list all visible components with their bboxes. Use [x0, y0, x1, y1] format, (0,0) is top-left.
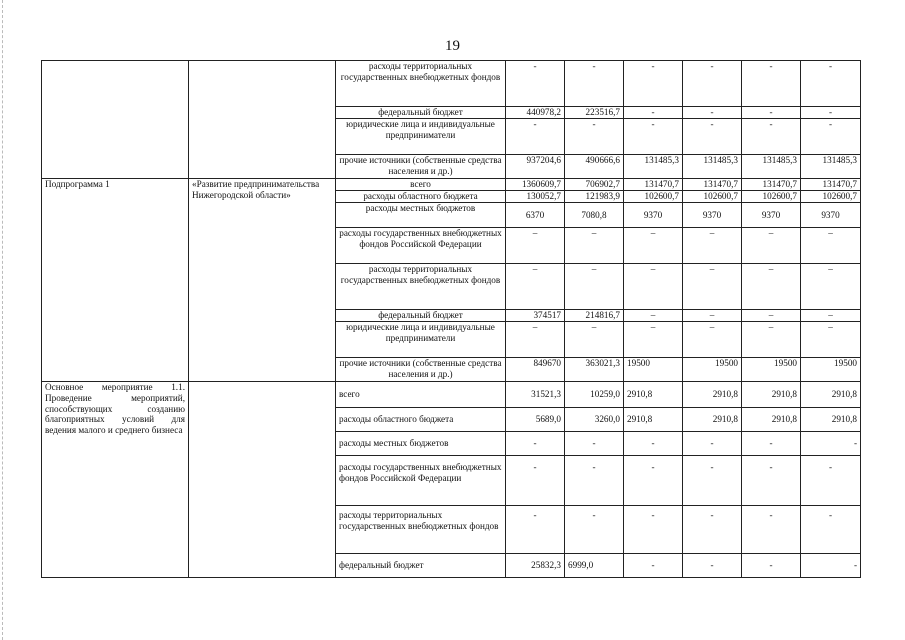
- source-cell: расходы областного бюджета: [336, 408, 506, 432]
- value-cell: 5689,0: [506, 408, 565, 432]
- value-cell: –: [683, 264, 742, 310]
- value-cell: -: [801, 432, 861, 456]
- source-cell: федеральный бюджет: [336, 107, 506, 119]
- value-cell: 214816,7: [565, 310, 624, 322]
- table-row: [42, 382, 861, 408]
- scan-edge: [2, 0, 4, 640]
- value-cell: 2910,8: [801, 408, 861, 432]
- value-cell: –: [683, 322, 742, 358]
- value-cell: -: [506, 432, 565, 456]
- value-cell: -: [565, 119, 624, 155]
- value-cell: -: [506, 456, 565, 506]
- value-cell: 440978,2: [506, 107, 565, 119]
- source-cell: всего: [336, 179, 506, 191]
- value-cell: 19500: [742, 358, 801, 382]
- value-cell: 102600,7: [683, 191, 742, 203]
- value-cell: 131470,7: [801, 179, 861, 191]
- value-cell: –: [624, 228, 683, 264]
- value-cell: 363021,3: [565, 358, 624, 382]
- value-cell: 2910,8: [683, 382, 742, 408]
- value-cell: -: [742, 61, 801, 107]
- value-cell: –: [565, 228, 624, 264]
- value-cell: 9370: [801, 203, 861, 228]
- value-cell: 130052,7: [506, 191, 565, 203]
- value-cell: -: [683, 506, 742, 554]
- value-cell: 9370: [624, 203, 683, 228]
- source-cell: расходы территориальных государственных внебюджетных фондов: [336, 506, 506, 554]
- value-cell: 706902,7: [565, 179, 624, 191]
- value-cell: 131485,3: [624, 155, 683, 179]
- value-cell: –: [565, 264, 624, 310]
- value-cell: -: [565, 61, 624, 107]
- value-cell: 2910,8: [742, 408, 801, 432]
- value-cell: -: [624, 119, 683, 155]
- source-cell: расходы местных бюджетов: [336, 432, 506, 456]
- value-cell: 31521,3: [506, 382, 565, 408]
- value-cell: 131470,7: [683, 179, 742, 191]
- value-cell: 3260,0: [565, 408, 624, 432]
- value-cell: –: [801, 228, 861, 264]
- value-cell: –: [565, 322, 624, 358]
- value-cell: 9370: [683, 203, 742, 228]
- table-row: [42, 61, 861, 107]
- source-cell: прочие источники (собственные средства населения и др.): [336, 358, 506, 382]
- value-cell: –: [624, 310, 683, 322]
- source-cell: прочие источники (собственные средства населения и др.): [336, 155, 506, 179]
- source-cell: расходы государственных внебюджетных фондов Российской Федерации: [336, 456, 506, 506]
- value-cell: 6999,0: [565, 554, 624, 578]
- value-cell: 6370: [506, 203, 565, 228]
- value-cell: 121983,9: [565, 191, 624, 203]
- value-cell: 2910,8: [683, 408, 742, 432]
- value-cell: 25832,3: [506, 554, 565, 578]
- value-cell: -: [742, 456, 801, 506]
- value-cell: 102600,7: [624, 191, 683, 203]
- value-cell: –: [801, 310, 861, 322]
- value-cell: 102600,7: [742, 191, 801, 203]
- value-cell: -: [565, 506, 624, 554]
- value-cell: -: [624, 61, 683, 107]
- value-cell: -: [801, 119, 861, 155]
- value-cell: -: [683, 554, 742, 578]
- value-cell: -: [624, 107, 683, 119]
- value-cell: -: [506, 61, 565, 107]
- budget-table: [41, 60, 861, 578]
- source-cell: расходы областного бюджета: [336, 191, 506, 203]
- source-cell: расходы местных бюджетов: [336, 203, 506, 228]
- value-cell: -: [506, 119, 565, 155]
- value-cell: 102600,7: [801, 191, 861, 203]
- value-cell: -: [683, 107, 742, 119]
- value-cell: –: [742, 264, 801, 310]
- program-cell: [42, 61, 189, 179]
- value-cell: -: [801, 506, 861, 554]
- value-cell: –: [683, 228, 742, 264]
- value-cell: -: [742, 506, 801, 554]
- value-cell: -: [742, 107, 801, 119]
- source-cell: федеральный бюджет: [336, 554, 506, 578]
- value-cell: -: [624, 506, 683, 554]
- value-cell: 374517: [506, 310, 565, 322]
- source-cell: юридические лица и индивидуальные предприниматели: [336, 119, 506, 155]
- value-cell: 490666,6: [565, 155, 624, 179]
- value-cell: 1360609,7: [506, 179, 565, 191]
- value-cell: 19500: [683, 358, 742, 382]
- value-cell: -: [742, 119, 801, 155]
- value-cell: -: [801, 61, 861, 107]
- program-name-cell: [189, 61, 336, 179]
- value-cell: –: [801, 264, 861, 310]
- value-cell: 19500: [624, 358, 683, 382]
- value-cell: -: [801, 107, 861, 119]
- value-cell: 7080,8: [565, 203, 624, 228]
- value-cell: 131470,7: [624, 179, 683, 191]
- page-number: 19: [445, 38, 460, 54]
- program-name-cell: «Развитие предпринимательства Нижегородской области»: [189, 179, 336, 382]
- value-cell: –: [683, 310, 742, 322]
- value-cell: -: [565, 456, 624, 506]
- value-cell: –: [506, 228, 565, 264]
- value-cell: –: [506, 264, 565, 310]
- source-cell: расходы территориальных государственных внебюджетных фондов: [336, 61, 506, 107]
- source-cell: всего: [336, 382, 506, 408]
- value-cell: –: [506, 322, 565, 358]
- value-cell: -: [683, 61, 742, 107]
- value-cell: -: [565, 432, 624, 456]
- source-cell: расходы государственных внебюджетных фондов Российской Федерации: [336, 228, 506, 264]
- value-cell: -: [683, 432, 742, 456]
- value-cell: –: [742, 228, 801, 264]
- value-cell: -: [624, 432, 683, 456]
- value-cell: –: [742, 322, 801, 358]
- value-cell: -: [742, 432, 801, 456]
- value-cell: -: [506, 506, 565, 554]
- source-cell: расходы территориальных государственных внебюджетных фондов: [336, 264, 506, 310]
- value-cell: -: [742, 554, 801, 578]
- value-cell: 131485,3: [742, 155, 801, 179]
- program-cell: Основное мероприятие 1.1. Проведение мероприятий, способствующих созданию благоприятных условий для ведения малого и среднего бизнеса: [42, 382, 189, 578]
- value-cell: -: [801, 456, 861, 506]
- program-name-cell: [189, 382, 336, 578]
- value-cell: 9370: [742, 203, 801, 228]
- value-cell: 849670: [506, 358, 565, 382]
- value-cell: 131470,7: [742, 179, 801, 191]
- value-cell: 937204,6: [506, 155, 565, 179]
- value-cell: -: [683, 456, 742, 506]
- value-cell: –: [624, 264, 683, 310]
- value-cell: 2910,8: [742, 382, 801, 408]
- value-cell: 223516,7: [565, 107, 624, 119]
- source-cell: федеральный бюджет: [336, 310, 506, 322]
- source-cell: юридические лица и индивидуальные предприниматели: [336, 322, 506, 358]
- value-cell: -: [801, 554, 861, 578]
- table-row: [42, 179, 861, 191]
- value-cell: 10259,0: [565, 382, 624, 408]
- value-cell: 131485,3: [801, 155, 861, 179]
- value-cell: –: [801, 322, 861, 358]
- value-cell: -: [624, 554, 683, 578]
- value-cell: 19500: [801, 358, 861, 382]
- value-cell: -: [624, 456, 683, 506]
- value-cell: 2910,8: [624, 408, 683, 432]
- value-cell: 2910,8: [624, 382, 683, 408]
- value-cell: –: [624, 322, 683, 358]
- value-cell: 2910,8: [801, 382, 861, 408]
- value-cell: -: [683, 119, 742, 155]
- program-cell: Подпрограмма 1: [42, 179, 189, 382]
- value-cell: –: [742, 310, 801, 322]
- value-cell: 131485,3: [683, 155, 742, 179]
